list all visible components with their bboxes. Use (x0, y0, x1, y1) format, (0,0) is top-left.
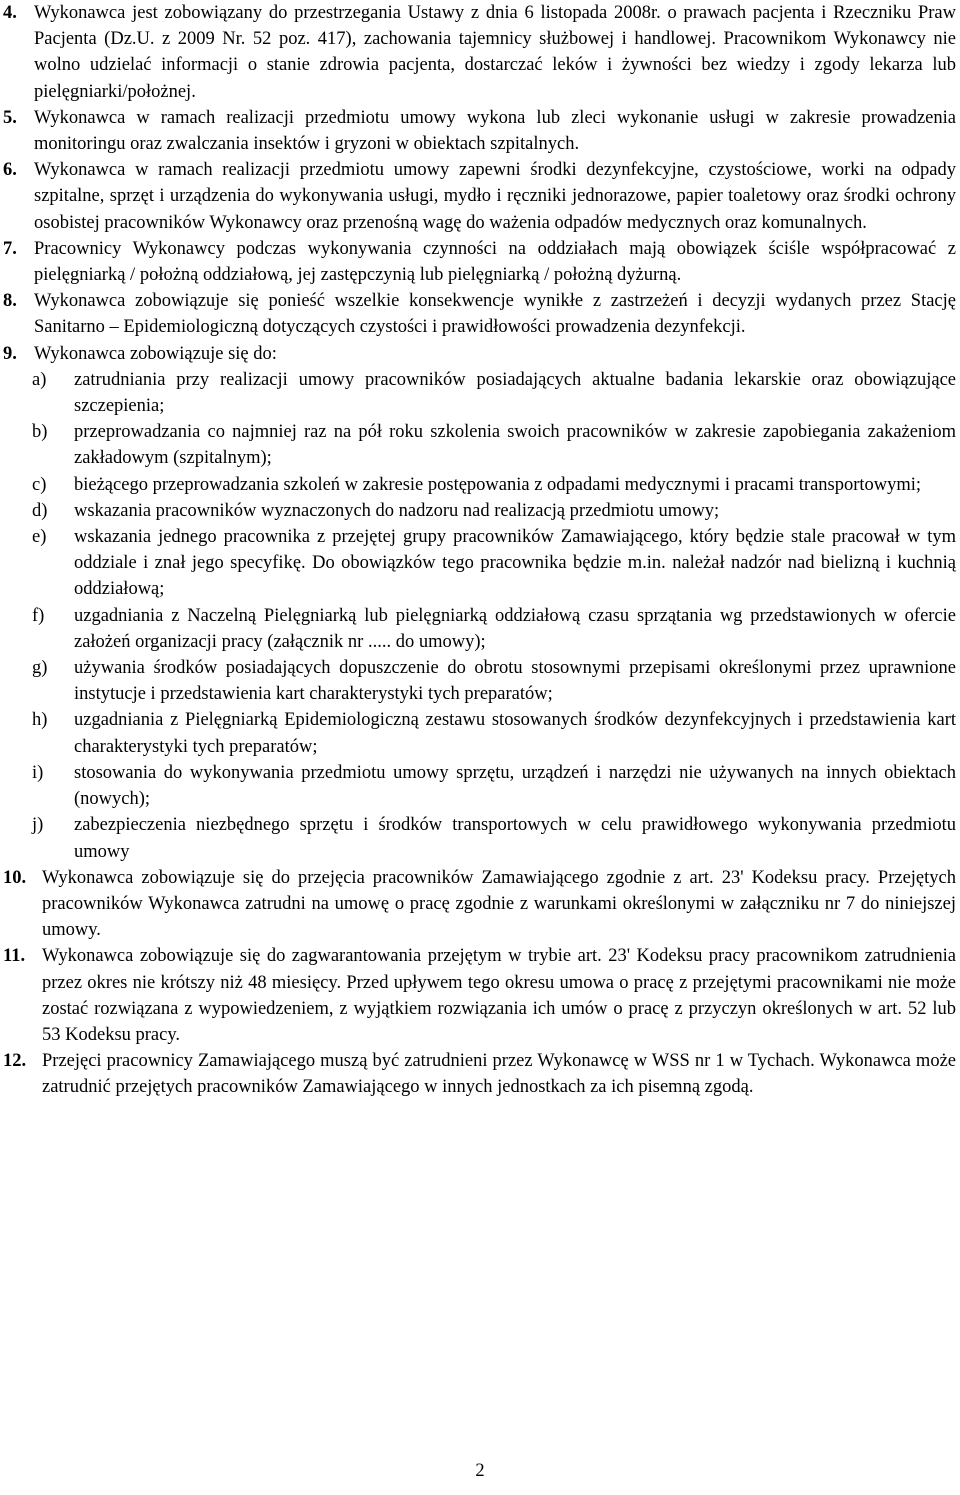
subclause-text: bieżącego przeprowadzania szkoleń w zakresie postępowania z odpadami medycznymi i pracami transportowymi; (74, 474, 922, 495)
clause-text: Wykonawca w ramach realizacji przedmiotu umowy zapewni środki dezynfekcyjne, czystościowe, worki na odpady szpitalne, sprzęt i urządzenia do wykonywania usługi, mydło i ręczniki jednorazowe, papier toaletowy oraz środki ochrony osobistej pracowników Wykonawcy oraz przenośną wagę do ważenia odpadów medycznych oraz komunalnych. (34, 160, 956, 233)
subclause-text: wskazania pracowników wyznaczonych do nadzoru nad realizacją przedmiotu umowy; (74, 500, 720, 521)
subclause-letter: j) (32, 815, 44, 836)
clause-text: Wykonawca jest zobowiązany do przestrzegania Ustawy z dnia 6 listopada 2008r. o prawach pacjenta i Rzeczniku Praw Pacjenta (Dz.U. z 2009 Nr. 52 poz. 417), zachowania tajemnicy służbowej i handlowej. Pracownikom Wykonawcy nie wolno udzielać informacji o stanie zdrowia pacjenta, dostarczać leków i żywności bez wiedzy i zgody lekarza lub pielęgniarki/położnej. (34, 3, 956, 102)
subclause-c (0, 472, 960, 498)
clause-text: Wykonawca zobowiązuje się do przejęcia pracowników Zamawiającego zgodnie z art. 23' Kodeksu pracy. Przejętych pracowników Wykonawca zatrudni na umowę o pracę zgodnie z warunkami określonymi w załączniku nr 7 do niniejszej umowy. (42, 867, 956, 941)
clause-number: 5. (3, 107, 17, 128)
clause-9 (0, 341, 960, 367)
subclause-i (0, 760, 960, 812)
clause-number: 11. (3, 946, 26, 967)
subclause-letter: i) (32, 762, 44, 783)
clause-number: 8. (3, 291, 17, 312)
subclause-h (0, 707, 960, 759)
subclause-f (0, 603, 960, 655)
clause-number: 9. (3, 343, 17, 364)
subclause-text: stosowania do wykonywania przedmiotu umowy sprzętu, urządzeń i narzędzi nie używanych na innych obiektach (nowych); (74, 762, 956, 810)
clause-8 (0, 288, 960, 340)
subclause-text: używania środków posiadających dopuszczenie do obrotu stosownymi przepisami określonymi przez uprawnione instytucje i przedstawienia kart charakterystyki tych preparatów; (74, 658, 956, 705)
subclause-letter: b) (32, 422, 48, 443)
subclause-e (0, 524, 960, 603)
clause-text: Przejęci pracownicy Zamawiającego muszą być zatrudnieni przez Wykonawcę w WSS nr 1 w Tychach. Wykonawca może zatrudnić przejętych pracowników Zamawiającego w innych jednostkach za ich pisemną zgodą. (42, 1051, 956, 1098)
clause-6 (0, 157, 960, 236)
subclause-b (0, 419, 960, 471)
clause-10 (0, 865, 960, 944)
subclause-letter: c) (32, 474, 47, 495)
subclause-text: zabezpieczenia niezbędnego sprzętu i środków transportowych w celu prawidłowego wykonywania przedmiotu umowy (74, 815, 956, 862)
clause-7 (0, 236, 960, 288)
clause-4 (0, 0, 960, 105)
clause-text: Pracownicy Wykonawcy podczas wykonywania czynności na oddziałach mają obowiązek ściśle współpracować z pielęgniarką / położną oddziałową, jej zastępczynią lub pielęgniarką / położną dyżurną. (34, 238, 956, 286)
clause-12 (0, 1048, 960, 1100)
clause-number: 10. (3, 867, 27, 888)
subclause-letter: e) (32, 527, 47, 548)
page-number: 2 (475, 1461, 485, 1481)
subclause-letter: g) (32, 658, 48, 679)
clause-11 (0, 943, 960, 1048)
subclause-text: uzgadniania z Naczelną Pielęgniarką lub pielęgniarką oddziałową czasu sprzątania wg przedstawionych w ofercie założeń organizacji pracy (załącznik nr ..... do umowy); (74, 605, 956, 652)
clause-text: Wykonawca zobowiązuje się ponieść wszelkie konsekwencje wynikłe z zastrzeżeń i decyzji wydanych przez Stację Sanitarno – Epidemiologiczną dotyczących czystości i prawidłowości prowadzenia dezynfekcji. (34, 291, 956, 338)
clause-text: Wykonawca zobowiązuje się do: (34, 343, 277, 364)
subclause-text: zatrudniania przy realizacji umowy pracowników posiadających aktualne badania lekarskie oraz obowiązujące szczepienia; (74, 369, 956, 417)
subclause-letter: d) (32, 500, 48, 521)
subclause-text: uzgadniania z Pielęgniarką Epidemiologiczną zestawu stosowanych środków dezynfekcyjnych i przedstawienia kart charakterystyki tych preparatów; (74, 710, 956, 757)
subclause-a (0, 367, 960, 419)
clause-5 (0, 105, 960, 157)
subclause-text: przeprowadzania co najmniej raz na pół roku szkolenia swoich pracowników w zakresie zapobiegania zakażeniom zakładowym (szpitalnym); (74, 422, 956, 469)
clause-text: Wykonawca zobowiązuje się do zagwarantowania przejętym w trybie art. 23' Kodeksu pracy pracownikom zatrudnienia przez okres nie krótszy niż 48 miesięcy. Przed upływem tego okresu umowa o pracę z przejętymi pracownikami nie może zostać rozwiązana z wypowiedzeniem, z wyjątkiem rozwiązania ich umów o pracę z przyczyn określonych w art. 52 lub 53 Kodeksu pracy. (42, 946, 956, 1045)
subclause-letter: a) (32, 369, 47, 390)
subclause-letter: h) (32, 710, 48, 731)
clause-number: 4. (3, 3, 17, 23)
clause-number: 6. (3, 160, 17, 181)
clause-text: Wykonawca w ramach realizacji przedmiotu umowy wykona lub zleci wykonanie usługi w zakresie prowadzenia monitoringu oraz zwalczania insektów i gryzoni w obiektach szpitalnych. (34, 107, 956, 155)
clause-number: 12. (3, 1051, 27, 1072)
subclause-text: wskazania jednego pracownika z przejętej grupy pracowników Zamawiającego, który będzie stale pracował w tym oddziale i znał jego specyfikę. Do obowiązków tego pracownika będzie m.in. należał nadzór nad bielizną i kuchnią oddziałową; (74, 527, 956, 600)
clause-number: 7. (3, 238, 17, 259)
subclause-g (0, 655, 960, 707)
subclause-letter: f) (32, 605, 45, 626)
subclause-d (0, 498, 960, 524)
subclause-j (0, 812, 960, 864)
